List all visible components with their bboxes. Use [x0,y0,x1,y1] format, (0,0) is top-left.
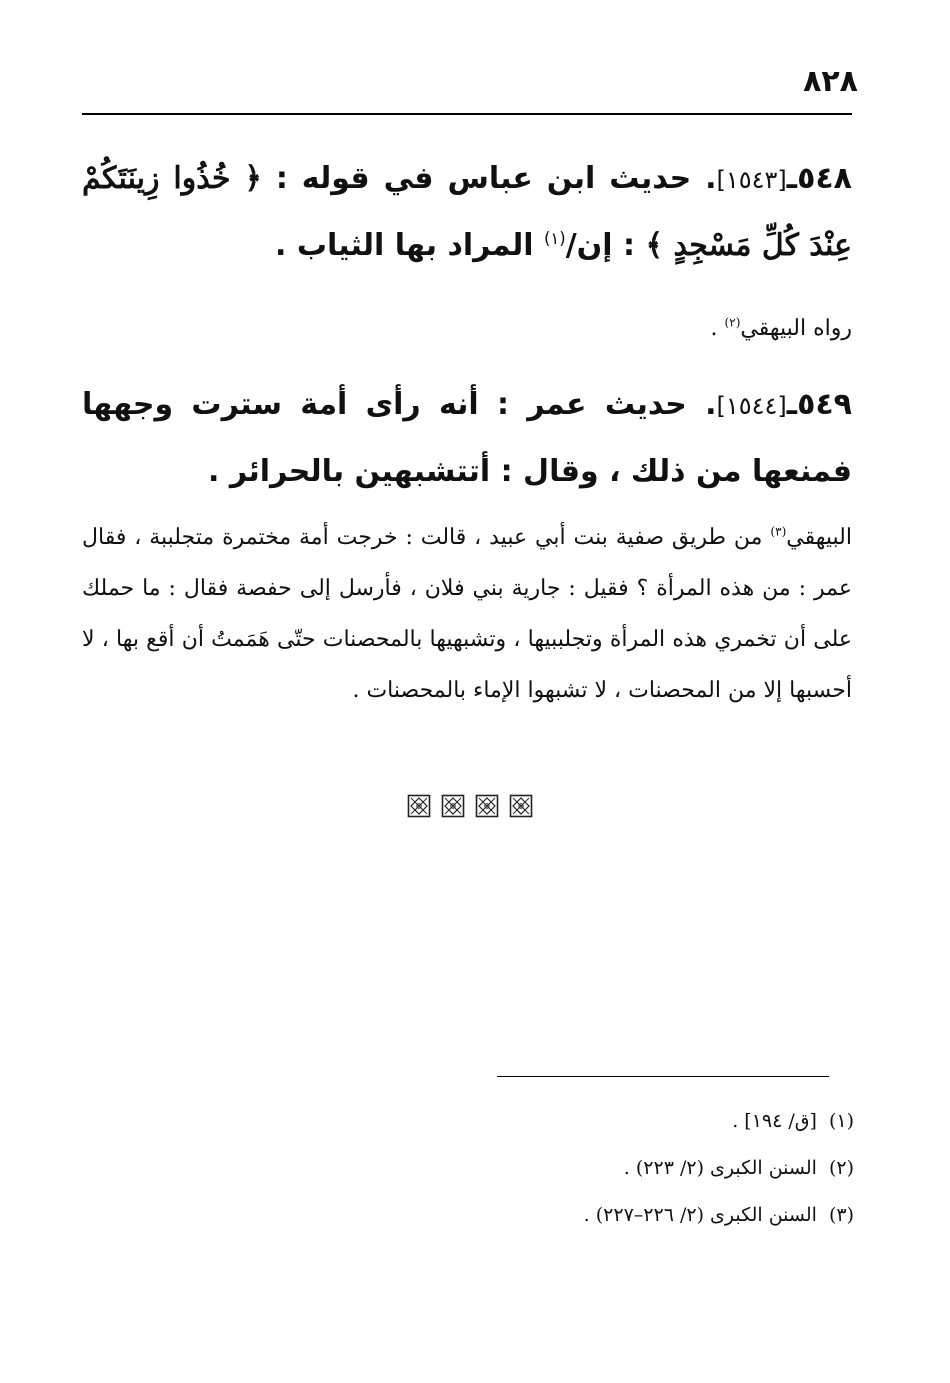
page-number: ٨٢٨ [803,64,858,99]
paragraph-lead: البيهقي [786,525,852,550]
footnote-text: السنن الكبرى (٢/ ٢٢٣) . [623,1157,817,1179]
source-end: . [710,316,725,341]
entry-text-end: المراد بها الثياب . [274,228,544,263]
hadith-entry-548 [82,146,852,279]
entry-number: ٥٤٨ـ [786,161,852,196]
entry-text: . حديث ابن عباس في قوله : [261,161,717,196]
ornament-icon [441,794,465,818]
footnote-marker[interactable]: (١) [543,229,566,248]
entry-reference: [١٥٤٤] [716,392,787,420]
footnote-2 [214,1153,854,1183]
footnote-3 [214,1200,854,1230]
entry-reference: [١٥٤٣] [716,166,787,194]
source-line [82,304,852,354]
ornament-icon [475,794,499,818]
footnote-text: [ق/ ١٩٤] . [732,1110,817,1132]
footnote-marker[interactable]: (٢) [724,315,741,330]
source-text: رواه البيهقي [740,316,852,341]
footnote-number: (٢) [828,1157,854,1179]
section-divider [395,794,545,824]
footnote-text: السنن الكبرى (٢/ ٢٢٦–٢٢٧) . [583,1204,817,1226]
footnote-rule [497,1076,829,1077]
hadith-entry-549 [82,372,852,505]
footnote-number: (٣) [828,1204,854,1226]
ornament-icon [407,794,431,818]
footnote-marker[interactable]: (٣) [770,524,787,539]
entry-number: ٥٤٩ـ [786,387,852,422]
entry-text: . حديث عمر : أنه رأى أمة سترت وجهها فمنعها من ذلك ، وقال : أتتشبهين بالحرائر . [82,387,852,489]
entry-text-continued: : إن/ [565,228,646,263]
ornament-icon [509,794,533,818]
footnote-1 [214,1106,854,1136]
commentary-paragraph [82,512,852,716]
footnote-number: (١) [828,1110,854,1132]
paragraph-text: من طريق صفية بنت أبي عبيد ، قالت : خرجت أمة مختمرة متجلببة ، فقال عمر : من هذه المرأة ؟ فقيل : جارية بني فلان ، فأرسل إلى حفصة فقال : ما حملك على أن تخمري هذه المرأة وتجلببيها ، وتشبهيها بالمحصنات حتّى هَمَمتُ أن أقع بها ، لا أحسبها إلا من المحصنات ، لا تشبهوا الإماء بالمحصنات . [82,525,852,703]
header-rule [82,113,852,115]
quran-quote: ﴿ خُذُوا زِينَتَكُمْ عِنْدَ كُلِّ مَسْجِدٍ ﴾ [82,161,852,263]
